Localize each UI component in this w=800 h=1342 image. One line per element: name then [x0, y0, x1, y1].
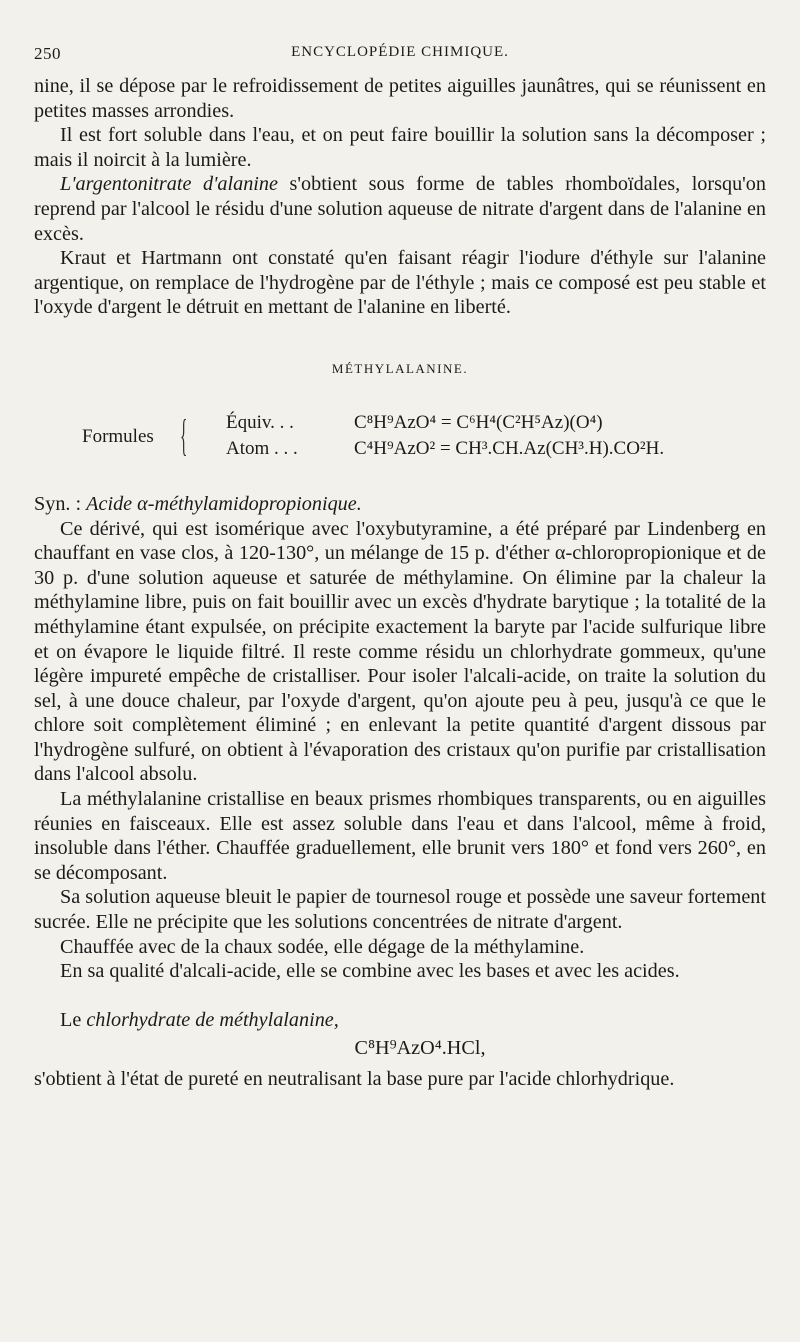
- italic-term: L'argentonitrate d'alanine: [60, 173, 278, 196]
- paragraph: Il est fort soluble dans l'eau, et on peut faire bouillir la solution sans la décomposer ; mais il noircit à la lumière.: [34, 124, 766, 171]
- paragraph: Ce dérivé, qui est isomérique avec l'oxybutyramine, a été préparé par Lindenberg en chauffant en vase clos, à 120-130°, un mélange de 15 p. d'éther α-chloropropionique et de 30 p. d'une solution aqueuse et saturée de méthylamine. On élimine par la chaleur la méthylamine libre, puis on fait bouillir avec un excès d'hydrate barytique ; la totalité de la méthylamine étant expulsée, on précipite exactement la baryte par l'acide sulfurique libre et on évapore le liquide filtré. Il reste comme résidu un chlorhydrate gommeux, qu'une légère impureté empêche de cristalliser. Pour isoler l'alcali-acide, on traite la solution du sel, à une douce chaleur, par l'oxyde d'argent, qu'on ajoute peu à peu, jusqu'à ce que le chlore soit complètement éliminé ; en enlevant la petite quantité d'argent dissous par l'hydrogène sulfuré, on obtient à l'évaporation des cristaux qu'on purifie par cristallisation dans l'alcool absolu.: [34, 517, 766, 786]
- paragraph: Kraut et Hartmann ont constaté qu'en faisant réagir l'iodure d'éthyle sur l'alanine argentique, on remplace de l'hydrogène par de l'éthyle ; mais ce composé est peu stable et l'oxyde d'argent le détruit en mettant de l'alanine en liberté.: [34, 247, 766, 319]
- paragraph-text: Le: [60, 1008, 87, 1031]
- chlorhydrate-formula: C⁸H⁹AzO⁴.HCl,: [354, 1037, 486, 1060]
- formula-kind: Atom . . .: [226, 437, 298, 459]
- synonym-prefix: Syn. :: [34, 492, 87, 515]
- synonym-line: [34, 492, 766, 517]
- formula-expression: C⁴H⁹AzO² = CH³.CH.Az(CH³.H).CO²H.: [354, 437, 665, 459]
- page-header: [34, 40, 766, 66]
- formula-expression: C⁸H⁹AzO⁴ = C⁶H⁴(C²H⁵Az)(O⁴): [354, 411, 603, 433]
- formula-block: [34, 410, 766, 468]
- paragraph: La méthylalanine cristallise en beaux prismes rhombiques transparents, ou en aiguilles réunies en faisceaux. Elle est assez soluble dans l'eau et dans l'alcool, même à froid, insoluble dans l'éther. Chauffée graduellement, elle brunit vers 180° et fond vers 260°, en se décomposant.: [34, 788, 766, 884]
- paragraph: s'obtient à l'état de pureté en neutralisant la base pure par l'acide chlorhydrique.: [34, 1068, 675, 1090]
- formula-atom-row: [226, 438, 664, 460]
- formula-label: Formules: [82, 425, 154, 447]
- spacer: [34, 984, 766, 1008]
- paragraph: En sa qualité d'alcali-acide, elle se combine avec les bases et avec les acides.: [60, 960, 680, 983]
- synonym-name: Acide α-méthylamidopropionique.: [86, 492, 362, 515]
- formula-kind: Équiv. . .: [226, 411, 294, 433]
- paragraph: nine, il se dépose par le refroidissement de petites aiguilles jaunâtres, qui se réunissent en petites masses arrondies.: [34, 75, 766, 122]
- paragraph: Chauffée avec de la chaux sodée, elle dégage de la méthylamine.: [60, 935, 585, 958]
- italic-term: chlorhydrate de méthylalanine,: [86, 1008, 339, 1031]
- body-text: [34, 74, 766, 1092]
- paragraph-argentonitrate: [34, 172, 766, 246]
- paragraph-chlorhydrate: [34, 1008, 766, 1033]
- brace-icon: {: [180, 410, 188, 460]
- formula-equiv-row: [226, 412, 603, 434]
- paragraph-text: s'obtient sous forme de tables rhomboïdales, lorsqu'on reprend par l'alcool le résidu d'une solution aqueuse de nitrate d'argent dans de l'alanine en excès.: [34, 173, 766, 245]
- page-number: 250: [34, 44, 61, 63]
- paragraph: Sa solution aqueuse bleuit le papier de tournesol rouge et possède une saveur fortement sucrée. Elle ne précipite que les solutions concentrées de nitrate d'argent.: [34, 886, 766, 934]
- running-title: ENCYCLOPÉDIE CHIMIQUE.: [291, 44, 509, 60]
- section-title: MÉTHYLALANINE.: [331, 360, 469, 376]
